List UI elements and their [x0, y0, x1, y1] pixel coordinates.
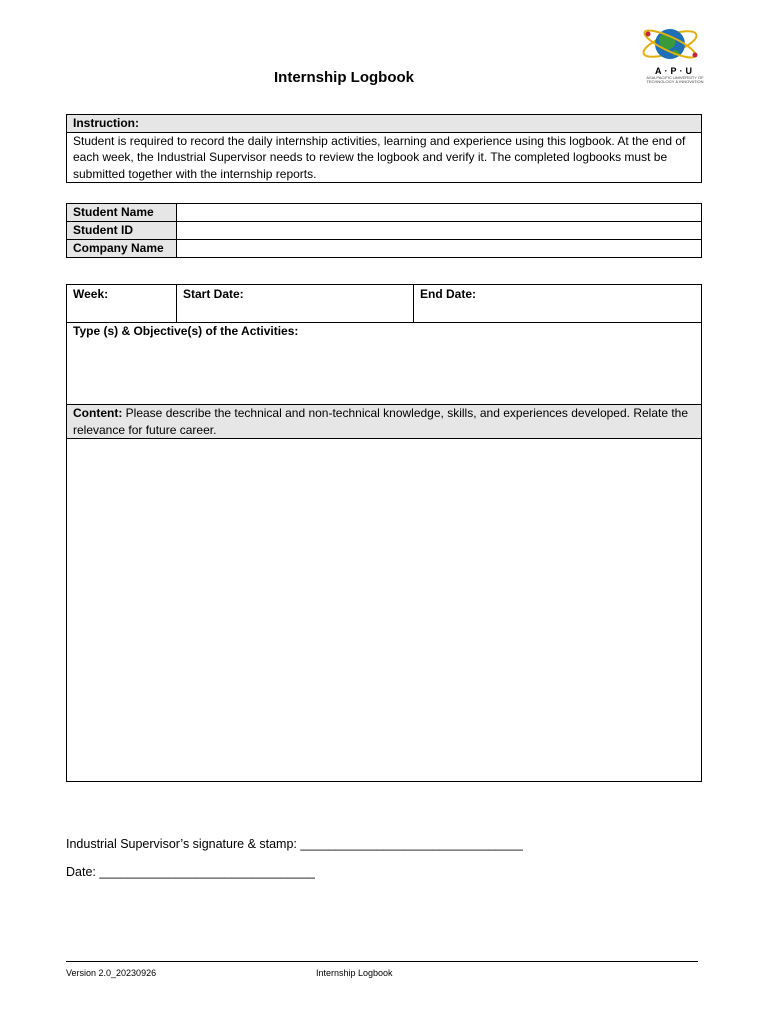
- instruction-heading: Instruction:: [67, 115, 702, 133]
- company-name-label: Company Name: [67, 240, 177, 258]
- end-date-field[interactable]: [414, 285, 702, 323]
- footer-divider: [66, 961, 698, 962]
- objectives-label: Type (s) & Objective(s) of the Activities:: [73, 324, 299, 338]
- content-prompt: Please describe the technical and non-technical knowledge, skills, and experiences developed. Relate the relevance for future career.: [73, 406, 689, 437]
- company-name-field[interactable]: [177, 240, 702, 258]
- week-field[interactable]: [67, 285, 177, 323]
- content-prompt-cell: [67, 405, 702, 439]
- start-date-field[interactable]: [177, 285, 414, 323]
- document-title: Internship Logbook: [274, 69, 414, 86]
- supervisor-signature-line: Industrial Supervisor’s signature & stamp: ________________________________: [66, 837, 523, 851]
- student-id-field[interactable]: [177, 222, 702, 240]
- week-label: Week:: [73, 287, 109, 301]
- footer-doc-name: Internship Logbook: [316, 968, 393, 978]
- student-name-field[interactable]: [177, 204, 702, 222]
- student-id-label: Student ID: [67, 222, 177, 240]
- table-row: [67, 222, 702, 240]
- logo-acronym: A·P·U: [655, 66, 695, 76]
- logo-subtitle: ASIA PACIFIC UNIVERSITY OF TECHNOLOGY & INNOVATION: [646, 75, 704, 84]
- objectives-field[interactable]: [67, 323, 702, 405]
- content-label: Content:: [73, 406, 123, 420]
- table-row: [67, 240, 702, 258]
- instruction-body: Student is required to record the daily internship activities, learning and experience using this logbook. At the end of each week, the Industrial Supervisor needs to review the logbook and verify it. The completed logbooks must be submitted together with the internship reports.: [67, 132, 702, 183]
- instruction-table: [66, 114, 702, 183]
- student-info-table: [66, 203, 702, 258]
- end-date-label: End Date:: [420, 287, 477, 301]
- table-row: [67, 204, 702, 222]
- start-date-label: Start Date:: [183, 287, 244, 301]
- footer-version: Version 2.0_20230926: [66, 968, 157, 978]
- student-name-label: Student Name: [67, 204, 177, 222]
- weekly-log-table: [66, 284, 702, 782]
- date-line: Date: _______________________________: [66, 865, 315, 879]
- content-field[interactable]: [67, 439, 702, 782]
